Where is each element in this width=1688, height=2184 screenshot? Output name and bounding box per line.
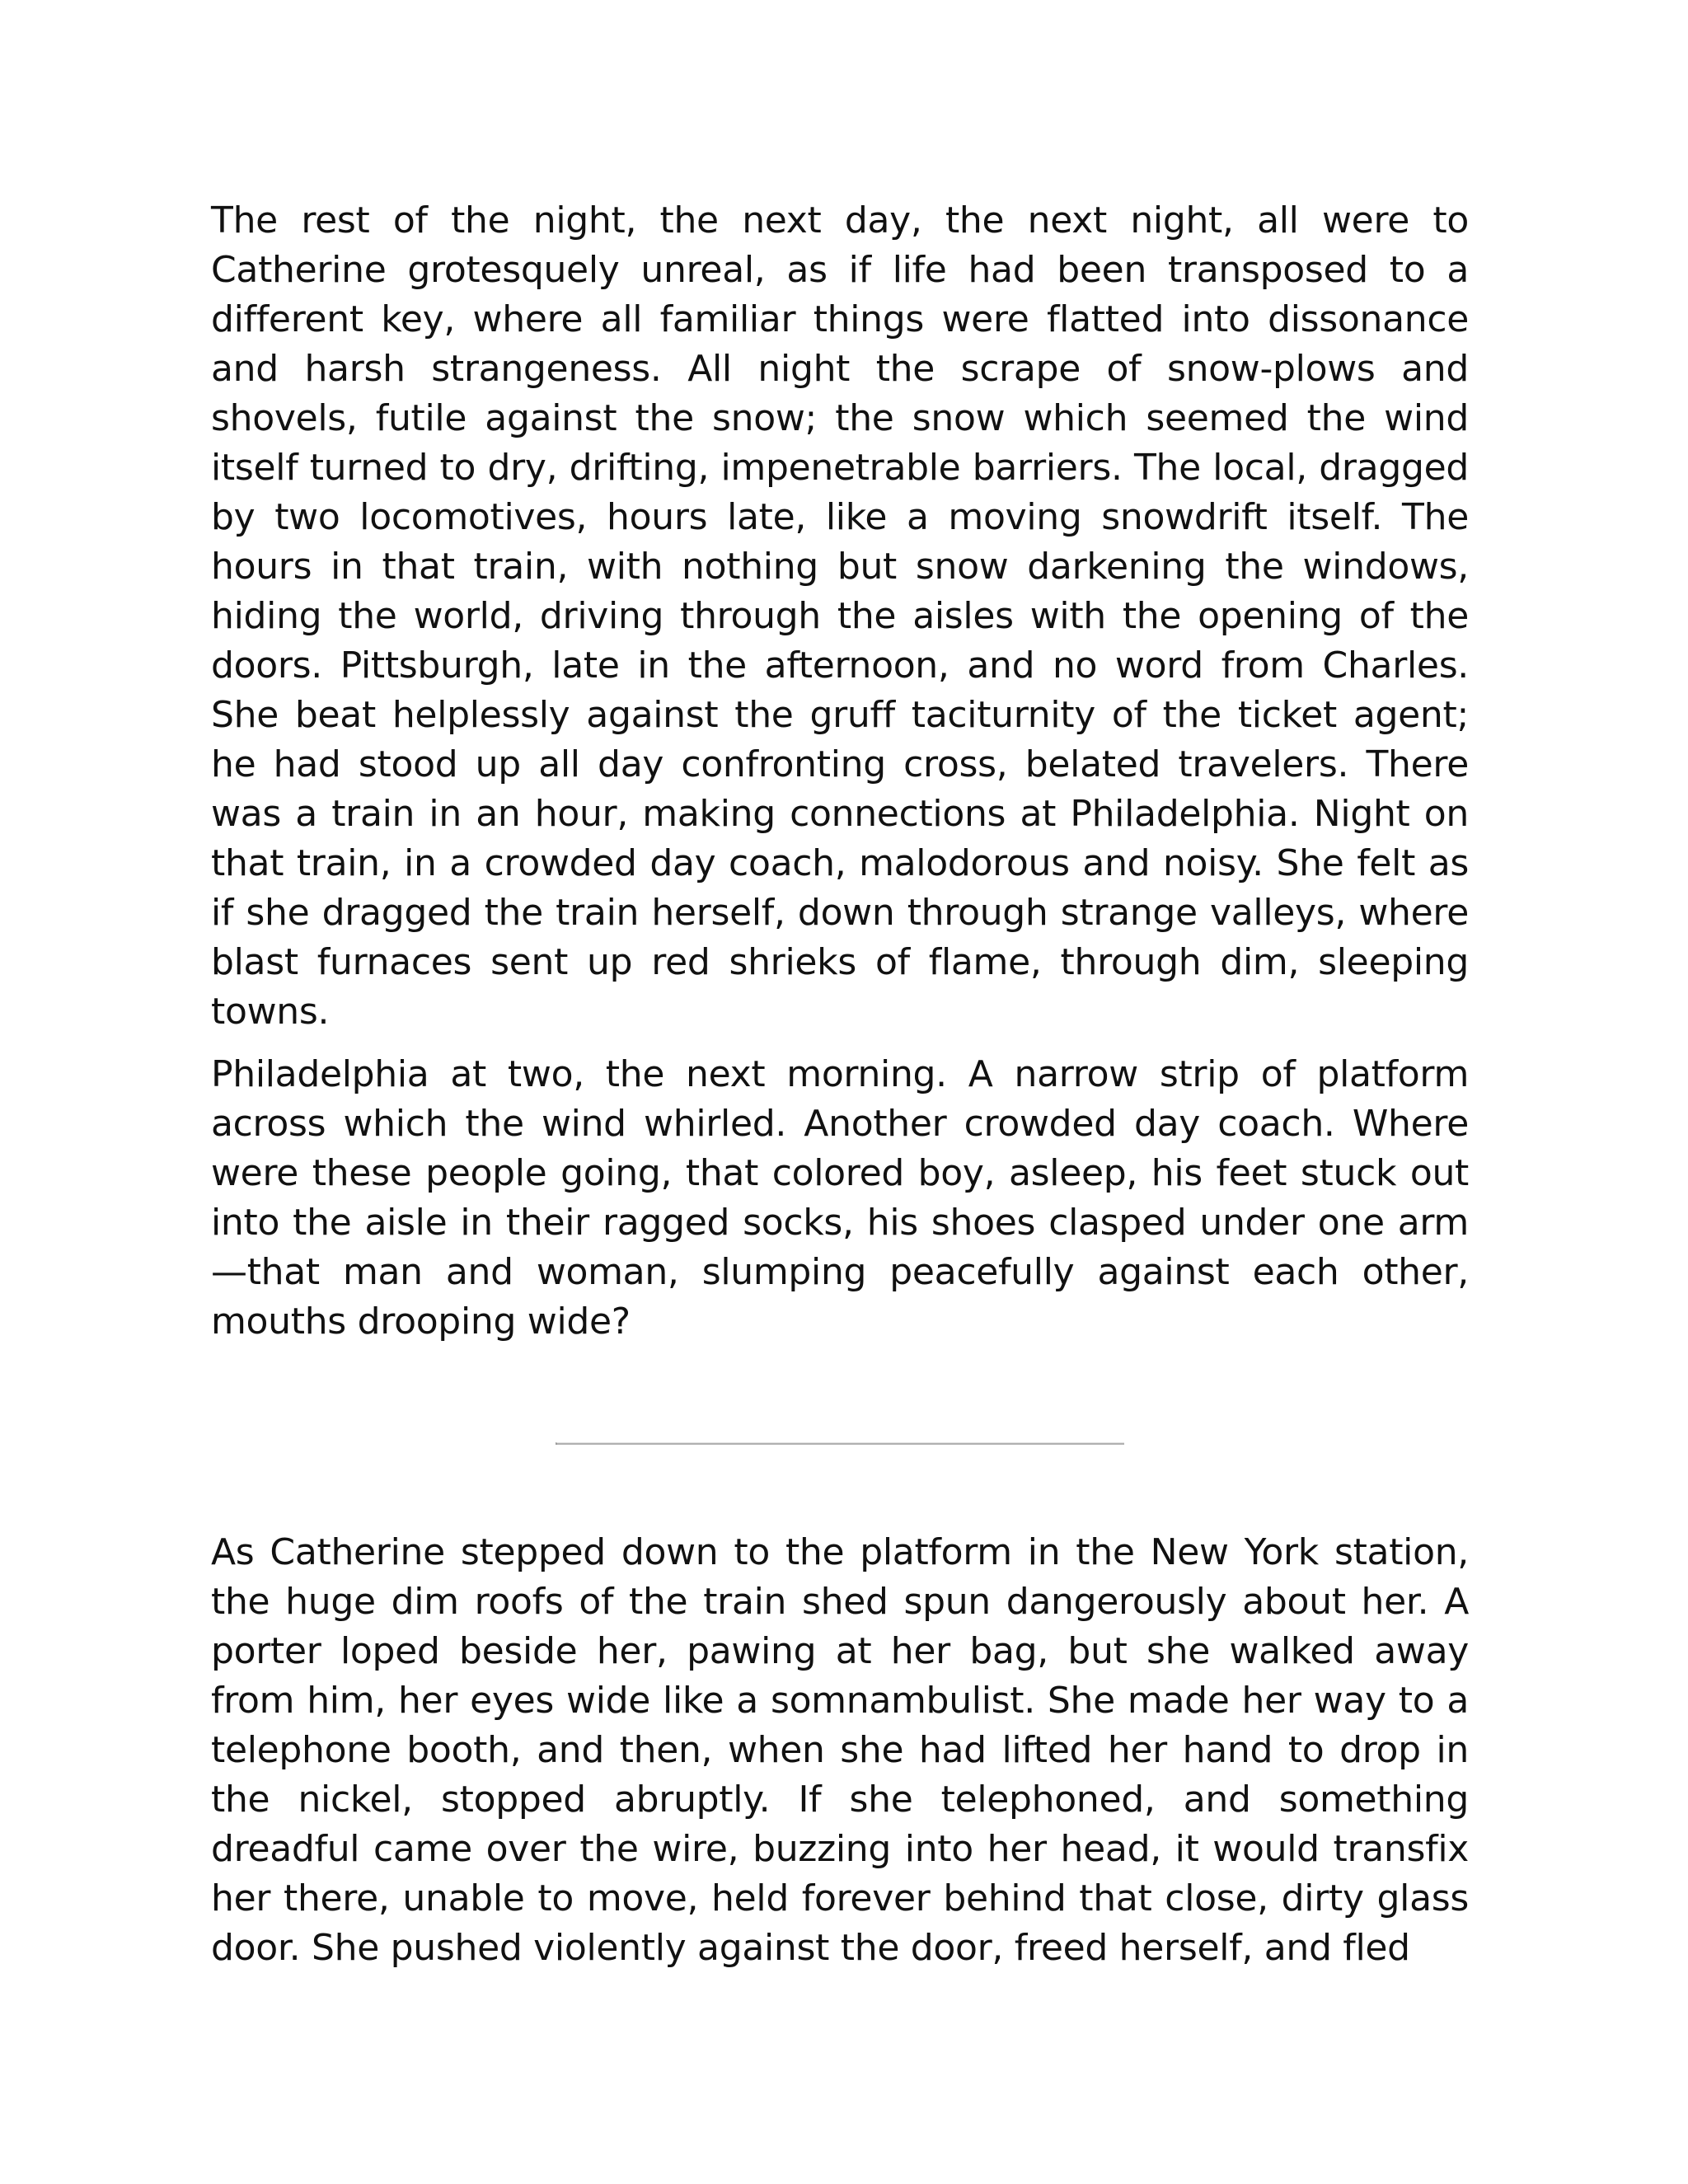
paragraph-2: Philadelphia at two, the next morning. A narrow strip of platform across which the wind whirled. Another crowded day coach. Where were these people going, that colored boy, asleep, his feet stuck out into the aisle in their ragged socks, his shoes clasped under one arm—that man and woman, slumping peacefully against each other, mouths drooping wide? bbox=[211, 1053, 1469, 1343]
paragraph-1: The rest of the night, the next day, the next night, all were to Catherine grotesquely unreal, as if life had been transposed to a different key, where all familiar things were flatted into dissonance and harsh strangeness. All night the scrape of snow-plows and shovels, futile against the snow; the snow which seemed the wind itself turned to dry, drifting, impenetrable barriers. The local, dragged by two locomotives, hours late, like a moving snowdrift itself. The hours in that train, with nothing but snow darkening the windows, hiding the world, driving through the aisles with the opening of the doors. Pittsburgh, late in the afternoon, and no word from Charles. She beat helplessly against the gruff taciturnity of the ticket agent; he had stood up all day confronting cross, belated travelers. There was a train in an hour, making connections at Philadelphia. Night on that train, in a crowded day coach, malodorous and noisy. She felt as if she dragged the train herself, down through strange valleys, where blast furnaces sent up red shrieks of flame, through dim, sleeping towns. bbox=[211, 199, 1469, 1033]
document-page bbox=[211, 196, 1469, 1973]
paragraph-3: As Catherine stepped down to the platform in the New York station, the huge dim roofs of the train shed spun dangerously about her. A porter loped beside her, pawing at her bag, but she walked away from him, her eyes wide like a somnambulist. She made her way to a telephone booth, and then, when she had lifted her hand to drop in the nickel, stopped abruptly. If she telephoned, and something dreadful came over the wire, buzzing into her head, it would transfix her there, unable to move, held forever behind that close, dirty glass door. She pushed violently against the door, freed herself, and fled bbox=[211, 1531, 1469, 1969]
section-break bbox=[211, 1347, 1469, 1528]
horizontal-rule bbox=[556, 1442, 1124, 1445]
